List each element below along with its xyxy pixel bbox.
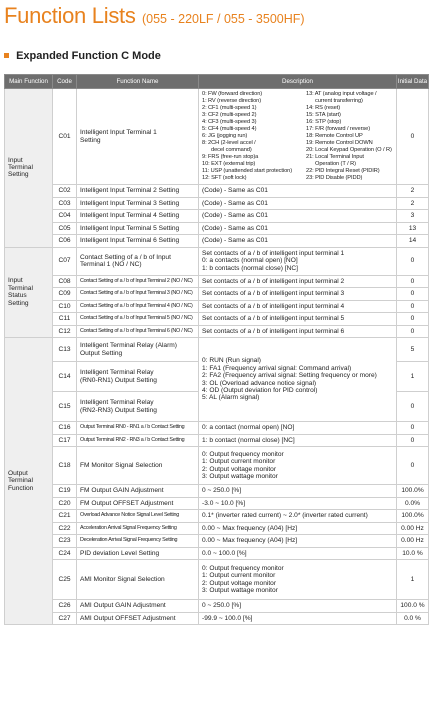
code-cell: C19: [53, 485, 77, 498]
table-row: [5, 422, 429, 435]
table-row: [5, 485, 429, 498]
table-row: [5, 560, 429, 600]
table-row: [5, 338, 429, 362]
text-line: Input: [8, 156, 23, 164]
function-name-cell: [77, 510, 199, 523]
code-cell: C14: [53, 362, 77, 392]
text-line: -3.0 ~ 10.0 [%]: [202, 499, 246, 507]
function-name-cell: [77, 497, 199, 510]
code-option: 12: SFT (soft lock): [202, 175, 247, 181]
code-option: 13: AT (analog input voltage /: [306, 91, 377, 97]
text-line: Function: [8, 484, 34, 492]
function-name-cell: [77, 197, 199, 210]
description-cell: [199, 235, 397, 248]
initial-data-cell: 100.0%: [397, 510, 429, 523]
code-cell: C20: [53, 497, 77, 510]
function-name-cell: [77, 392, 199, 422]
code-cell: C07: [53, 247, 77, 275]
text-line: 1: Output current monitor: [202, 572, 276, 580]
section-heading: [4, 50, 161, 62]
code-cell: C06: [53, 235, 77, 248]
table-row: [5, 300, 429, 313]
code-option: 0: FW (forward direction): [202, 91, 263, 97]
description-cell: [199, 288, 397, 301]
description-cell: [199, 197, 397, 210]
initial-data-cell: 0.0%: [397, 497, 429, 510]
initial-data-cell: 0: [397, 325, 429, 338]
code-option: 1: RV (reverse direction): [202, 98, 262, 104]
code-cell: C18: [53, 447, 77, 485]
text-line: Intelligent Input Terminal 3 Setting: [80, 199, 180, 207]
text-line: 0.00 ~ Max frequency (A04) [Hz]: [202, 537, 298, 545]
table-row: [5, 222, 429, 235]
code-cell: C13: [53, 338, 77, 362]
function-name-cell: [77, 185, 199, 198]
initial-data-cell: 0: [397, 422, 429, 435]
text-line: Intelligent Input Terminal 1: [80, 129, 157, 137]
table-row: [5, 434, 429, 447]
code-cell: C12: [53, 325, 77, 338]
code-option: 20: Local Keypad Operation (O / R): [306, 147, 392, 153]
group-output-terminal-function: [5, 338, 53, 625]
text-line: 0: Output frequency monitor: [202, 450, 284, 458]
description-cell: [199, 485, 397, 498]
text-line: Intelligent Terminal Relay: [80, 369, 154, 377]
function-name-cell: [77, 560, 199, 600]
code-cell: C10: [53, 300, 77, 313]
code-option: 21: Local Terminal Input: [306, 154, 364, 160]
initial-data-cell: 0.00 Hz: [397, 535, 429, 548]
text-line: Intelligent Input Terminal 5 Setting: [80, 224, 180, 232]
table-row: [5, 535, 429, 548]
table-row: [5, 89, 429, 185]
initial-data-cell: 0: [397, 288, 429, 301]
initial-data-cell: 2: [397, 197, 429, 210]
header-code: Code: [53, 75, 77, 89]
table-row: [5, 447, 429, 485]
code-cell: C23: [53, 535, 77, 548]
function-name-cell: [77, 535, 199, 548]
code-option: current transferring): [315, 98, 363, 104]
function-name-cell: [77, 222, 199, 235]
text-line: Contact Setting of a / b of Input: [80, 253, 171, 261]
code-cell: C15: [53, 392, 77, 422]
table-row: [5, 600, 429, 613]
code-option: 22: PID Integral Reset (PIDIR): [306, 168, 380, 174]
text-line: 3: OL (Overload advance notice signal): [202, 379, 317, 387]
description-cell: [199, 325, 397, 338]
initial-data-cell: 0: [397, 89, 429, 185]
text-line: Terminal: [8, 284, 33, 292]
text-line: AMI Monitor Signal Selection: [80, 575, 165, 583]
text-line: Intelligent Terminal Relay (Alarm): [80, 342, 177, 350]
text-line: 3: Output wattage monitor: [202, 472, 278, 480]
function-name-cell: [77, 600, 199, 613]
text-line: 1: Output current monitor: [202, 458, 276, 466]
code-cell: C21: [53, 510, 77, 523]
description-cell: [199, 247, 397, 275]
initial-data-cell: 14: [397, 235, 429, 248]
text-line: Output Terminal RN0 - RN1 a / b Contact Setting: [80, 424, 185, 431]
code-option: decel command): [211, 147, 252, 153]
text-line: Setting: [8, 299, 29, 307]
description-cell: [199, 612, 397, 625]
initial-data-cell: 13: [397, 222, 429, 235]
code-cell: C02: [53, 185, 77, 198]
text-line: FM Output GAIN Adjustment: [80, 487, 164, 495]
code-list-column: [202, 91, 306, 182]
description-cell: [199, 422, 397, 435]
code-cell: C27: [53, 612, 77, 625]
code-option: 3: CF2 (multi-speed 2): [202, 112, 257, 118]
initial-data-cell: 1: [397, 560, 429, 600]
description-cell: [199, 89, 397, 185]
relay-output-options: [199, 338, 397, 422]
text-line: Input: [8, 277, 23, 285]
description-cell: [199, 300, 397, 313]
code-option: 14: RS (reset): [306, 105, 340, 111]
code-cell: C16: [53, 422, 77, 435]
table-row: [5, 325, 429, 338]
initial-data-cell: 0: [397, 313, 429, 326]
header-main-function: Main Function: [5, 75, 53, 89]
code-option: 16: STP (stop): [306, 119, 342, 125]
code-option: 9: FRS (free-run stop)a: [202, 154, 259, 160]
text-line: 2: FA2 (Frequency arrival signal: Setting frequency or more): [202, 372, 377, 380]
function-name-cell: [77, 300, 199, 313]
initial-data-cell: 3: [397, 210, 429, 223]
function-name-cell: [77, 422, 199, 435]
text-line: Set contacts of a / b of intelligent input terminal 3: [202, 290, 345, 298]
description-cell: [199, 497, 397, 510]
text-line: Output Setting: [80, 349, 123, 357]
group-input-terminal-status: [5, 247, 53, 338]
text-line: Terminal: [8, 477, 33, 485]
text-line: 1: FA1 (Frequency arrival signal: Command arrival): [202, 364, 352, 372]
initial-data-cell: 10.0 %: [397, 547, 429, 560]
table-row: [5, 197, 429, 210]
text-line: (Code) - Same as C01: [202, 199, 268, 207]
code-option: 15: STA (start): [306, 112, 341, 118]
function-name-cell: [77, 235, 199, 248]
initial-data-cell: 0: [397, 447, 429, 485]
text-line: 0 ~ 250.0 [%]: [202, 487, 242, 495]
text-line: 0.1* (inverter rated current) ~ 2.0* (inverter rated current): [202, 512, 368, 520]
function-name-cell: [77, 89, 199, 185]
text-line: 1: b contacts (normal close) [NC]: [202, 264, 299, 272]
code-list-column: [306, 91, 393, 182]
text-line: 0.0 ~ 100.0 [%]: [202, 549, 247, 557]
table-row: [5, 522, 429, 535]
code-option: 5: CF4 (multi-speed 4): [202, 126, 257, 132]
text-line: AMI Output GAIN Adjustment: [80, 602, 166, 610]
code-cell: C11: [53, 313, 77, 326]
function-table: [4, 74, 429, 625]
function-name-cell: [77, 362, 199, 392]
bullet-square-icon: [4, 53, 9, 58]
function-name-cell: [77, 485, 199, 498]
function-name-cell: [77, 325, 199, 338]
function-name-cell: [77, 210, 199, 223]
code-option: 4: CF3 (multi-speed 3): [202, 119, 257, 125]
text-line: 1: b contact (normal close) [NC]: [202, 436, 295, 444]
header-function-name: Function Name: [77, 75, 199, 89]
text-line: Setting: [8, 171, 29, 179]
function-name-cell: [77, 612, 199, 625]
text-line: 3: Output wattage monitor: [202, 586, 278, 594]
text-line: Acceleration Arrival Signal Frequency Setting: [80, 524, 177, 531]
initial-data-cell: 100.0 %: [397, 600, 429, 613]
initial-data-cell: 0: [397, 275, 429, 288]
page-title: [4, 3, 305, 33]
text-line: AMI Output OFFSET Adjustment: [80, 614, 176, 622]
code-cell: C01: [53, 89, 77, 185]
text-line: Terminal: [8, 164, 33, 172]
function-name-cell: [77, 247, 199, 275]
code-cell: C09: [53, 288, 77, 301]
text-line: Contact Setting of a / b of Input Terminal 5 (NO / NC): [80, 315, 193, 322]
code-cell: C26: [53, 600, 77, 613]
function-name-cell: [77, 447, 199, 485]
text-line: Contact Setting of a / b of Input Terminal 3 (NO / NC): [80, 290, 193, 297]
text-line: 0: a contacts (normal open) [NO]: [202, 257, 298, 265]
text-line: (Code) - Same as C01: [202, 187, 268, 195]
header-description: Description: [199, 75, 397, 89]
function-name-cell: [77, 338, 199, 362]
text-line: 2: Output voltage monitor: [202, 465, 277, 473]
text-line: FM Monitor Signal Selection: [80, 461, 163, 469]
initial-data-cell: 0: [397, 300, 429, 313]
text-line: Set contacts of a / b of intelligent input terminal 2: [202, 277, 345, 285]
code-option: 10: EXT (external trip): [202, 161, 256, 167]
text-line: Contact Setting of a / b of Input Terminal 4 (NO / NC): [80, 302, 193, 309]
text-line: (Code) - Same as C01: [202, 237, 268, 245]
text-line: Status: [8, 292, 27, 300]
text-line: Set contacts of a / b of intelligent input terminal 1: [202, 249, 345, 257]
code-cell: C17: [53, 434, 77, 447]
table-row: [5, 275, 429, 288]
text-line: Contact Setting of a / b of Input Terminal 2 (NO / NC): [80, 277, 193, 284]
description-cell: [199, 210, 397, 223]
initial-data-cell: 0: [397, 247, 429, 275]
text-line: Terminal 1 (NO / NC): [80, 261, 142, 268]
function-name-cell: [77, 313, 199, 326]
description-cell: [199, 313, 397, 326]
table-row: [5, 247, 429, 275]
code-cell: C24: [53, 547, 77, 560]
terminal-code-list: [202, 91, 393, 182]
table-row: [5, 497, 429, 510]
text-line: 0: Output frequency monitor: [202, 564, 284, 572]
text-line: Setting: [80, 136, 101, 144]
title-model-range: (055 - 220LF / 055 - 3500HF): [141, 12, 305, 26]
initial-data-cell: 0.0 %: [397, 612, 429, 625]
text-line: (RN2-RN3) Output Setting: [80, 406, 157, 414]
table-row: [5, 288, 429, 301]
text-line: 2: Output voltage monitor: [202, 579, 277, 587]
table-row: [5, 313, 429, 326]
code-cell: C22: [53, 522, 77, 535]
function-name-cell: [77, 434, 199, 447]
text-line: Output Terminal RN2 - RN3 a / b Contact Setting: [80, 436, 185, 443]
title-main: Function Lists: [4, 3, 136, 28]
text-line: -99.9 ~ 100.0 [%]: [202, 614, 253, 622]
code-option: 17: F/R (forward / reverse): [306, 126, 370, 132]
description-cell: [199, 547, 397, 560]
description-cell: [199, 447, 397, 485]
table-row: [5, 210, 429, 223]
initial-data-cell: 0: [397, 434, 429, 447]
text-line: 0: RUN (Run signal): [202, 357, 261, 365]
text-line: (Code) - Same as C01: [202, 212, 268, 220]
table-header-row: [5, 75, 429, 89]
description-cell: [199, 522, 397, 535]
text-line: Deceleration Arrival Signal Frequency Setting: [80, 537, 178, 544]
initial-data-cell: 0: [397, 392, 429, 422]
description-cell: [199, 222, 397, 235]
description-cell: [199, 185, 397, 198]
code-option: 8: 2CH (2-level accel /: [202, 140, 256, 146]
initial-data-cell: 5: [397, 338, 429, 362]
table-row: [5, 510, 429, 523]
description-cell: [199, 535, 397, 548]
text-line: Set contacts of a / b of intelligent input terminal 5: [202, 315, 345, 323]
code-option: 18: Remote Control UP: [306, 133, 363, 139]
table-row: [5, 612, 429, 625]
initial-data-cell: 0.00 Hz: [397, 522, 429, 535]
description-cell: [199, 434, 397, 447]
code-cell: C25: [53, 560, 77, 600]
code-option: Operation (T / R): [315, 161, 356, 167]
code-option: 2: CF1 (multi-speed 1): [202, 105, 257, 111]
code-option: 23: PID Disable (PIDD): [306, 175, 363, 181]
code-option: 6: JG (jogging run): [202, 133, 248, 139]
text-line: Set contacts of a / b of intelligent input terminal 4: [202, 302, 345, 310]
text-line: Set contacts of a / b of intelligent input terminal 6: [202, 327, 345, 335]
description-cell: [199, 510, 397, 523]
function-name-cell: [77, 522, 199, 535]
initial-data-cell: 1: [397, 362, 429, 392]
table-row: [5, 235, 429, 248]
code-cell: C05: [53, 222, 77, 235]
group-input-terminal-setting: [5, 89, 53, 248]
function-name-cell: [77, 288, 199, 301]
description-cell: [199, 275, 397, 288]
code-option: 19: Remote Control DOWN: [306, 140, 373, 146]
text-line: FM Output OFFSET Adjustment: [80, 499, 174, 507]
text-line: Intelligent Input Terminal 6 Setting: [80, 237, 180, 245]
table-row: [5, 185, 429, 198]
text-line: (RN0-RN1) Output Setting: [80, 376, 157, 384]
text-line: 5: AL (Alarm signal): [202, 394, 260, 402]
text-line: Output: [8, 469, 28, 477]
section-title: Expanded Function C Mode: [16, 50, 161, 62]
code-cell: C08: [53, 275, 77, 288]
initial-data-cell: 2: [397, 185, 429, 198]
text-line: 0: a contact (normal open) [NO]: [202, 424, 295, 432]
text-line: 4: OD (Output deviation for PID control): [202, 386, 318, 394]
text-line: 0 ~ 250.0 [%]: [202, 602, 242, 610]
description-cell: [199, 600, 397, 613]
text-line: Contact Setting of a / b of Input Terminal 6 (NO / NC): [80, 327, 193, 334]
function-name-cell: [77, 547, 199, 560]
text-line: 0.00 ~ Max frequency (A04) [Hz]: [202, 524, 298, 532]
text-line: (Code) - Same as C01: [202, 224, 268, 232]
function-name-cell: [77, 275, 199, 288]
text-line: PID deviation Level Setting: [80, 549, 160, 557]
text-line: Intelligent Input Terminal 4 Setting: [80, 212, 180, 220]
text-line: Intelligent Input Terminal 2 Setting: [80, 187, 180, 195]
initial-data-cell: 100.0%: [397, 485, 429, 498]
text-line: Intelligent Terminal Relay: [80, 399, 154, 407]
code-option: 11: USP (unattended start protection): [202, 168, 292, 174]
header-initial-data: Initial Data: [397, 75, 429, 89]
code-cell: C03: [53, 197, 77, 210]
text-line: Overload Advance Notice Signal Level Setting: [80, 512, 179, 519]
code-cell: C04: [53, 210, 77, 223]
table-row: [5, 547, 429, 560]
description-cell: [199, 560, 397, 600]
